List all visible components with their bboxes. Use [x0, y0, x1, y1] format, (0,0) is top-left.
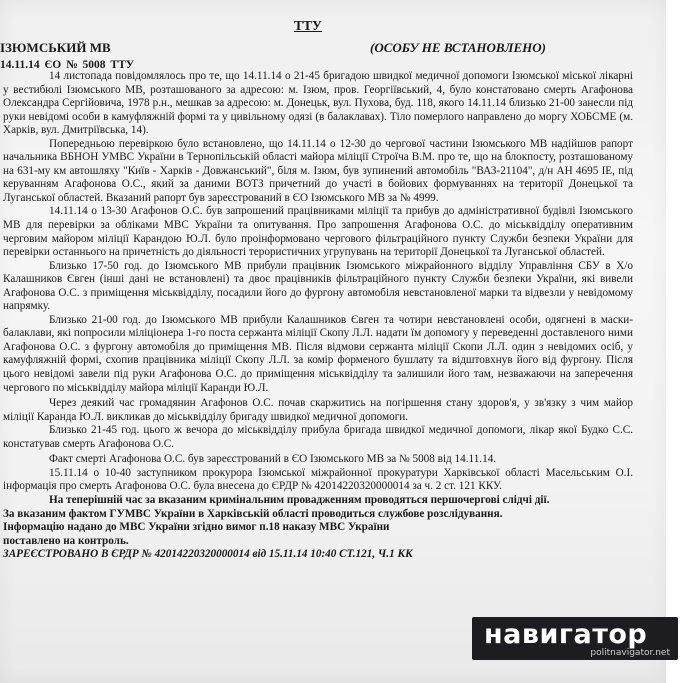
registration-stamp: ЗАРЕЄСТРОВАНО В ЄРДР № 42014220320000014 від 15.11.14 10:40 СТ.121, Ч.1 КК [3, 548, 413, 561]
watermark-logo [472, 617, 678, 660]
paragraph-3: 14.11.14 о 13-30 Агафонов О.С. був запрошений працівниками міліції та прибув до адміністративної будівлі Ізюмського МВ для перевірки за обліками МВС України та опитування. Про запрошення Агафонова О.С. до міськвідділу оперативним черговим майором міліції Карандою Ю.Л. було проінформовано чергового фільтраційного пункту Служби безпеки України для перевірки останнього на причетність до діяльності терористичних угрупувань на території Донецької та Луганської областей. [3, 205, 633, 259]
paragraph-6: Через деякий час громадянин Агафонов О.С. почав скаржитись на погіршення стану здоров'я, у зв'язку з чим майор міліції Каранда Ю.Л. викликав до міськвідділу бригаду швидкої медичної допомоги. [3, 397, 633, 423]
header-note: (ОСОБУ НЕ ВСТАНОВЛЕНО) [370, 40, 546, 55]
paragraph-5: Близько 21-00 год. до Ізюмського МВ прибули Калашников Євген та чотири невстановлені особи, одягнені в маски-балаклави, які попросили міліціонера 1-го поста сержанта міліції Скопу Л.Л. надати їм допомогу у переведенні доставленого ними Агафонова О.С. з фургону автомобіля до приміщення МВ. Після відмови сержанта міліції Скопи Л.Л. один з невідомих осіб, у камуфляжній формі, схопив працівника міліції Скопу Л.Л. за комір форменого бушлату та відштовхнув його від фургону. Після цього невідомі завели під руки Агафонова О.С. до приміщення міськвідділу та залишили його там, незважаючи на заперечення чергового по міськвідділу майора міліції Каранди Ю.Л. [3, 313, 633, 394]
paragraph-2: Попередньою перевіркою було встановлено, що 14.11.14 о 12-30 до чергової частини Ізюмського МВ надійшов рапорт начальника ВБНОН УМВС України в Тернопільській області майора міліції Строїча В.М. про те, що на блокпосту, розташованому на 631-му км автошляху "Київ - Харків - Довжанський", біля м. Ізюм, був зупинений автомобіль "ВАЗ-21104", д/н АН 4695 ІЕ, під керуванням Агафонова О.С., який за даними ВОТЗ причетний до участі в бойових формуваннях на території Донецької та Луганської областей. Вказаний рапорт був зареєстрований в ЄО Ізюмського МВ за № 4999. [3, 137, 633, 204]
paragraph-9: 15.11.14 о 10-40 заступником прокурора Ізюмської міжрайонної прокуратури Харківської області Масельським О.І. інформація про смерть Агафонова О.С. була внесена до ЄРДР № 42014220320000014 за ч. 2 ст. 121 ККУ. [3, 466, 633, 493]
paragraph-7: Близько 21-45 год. цього ж вечора до міськвідділу прибула бригада швидкої медичної допомоги, лікар якої Будко С.С. констатував смерть Агафонова О.С. [3, 424, 633, 450]
paragraph-12: Інформацію надано до МВС України згідно вимог п.18 наказу МВС України [3, 521, 390, 534]
paragraph-13: поставлено на контроль. [3, 534, 129, 547]
watermark-word: навигатор [484, 619, 648, 650]
paragraph-11: За вказаним фактом ГУМВС України в Харківській області проводиться службове розслідування. [3, 507, 503, 520]
department-name: ІЗЮМСЬКИЙ МВ [0, 40, 111, 55]
document-body [3, 70, 633, 562]
paragraph-4: Близько 17-50 год. до Ізюмського МВ прибули працівник Ізюмського міжрайонного відділу Управління СБУ в Х/о Калашников Євген (інші дані не встановлені) та двоє працівників фільтраційного пункту Служби безпеки України, які вивели Агафонова О.С. з приміщення міськвідділу, посадили його до фургону автомобіля невстановленої марки та відвезли у невідомому напрямку. [3, 259, 633, 313]
page-edge [666, 0, 680, 683]
watermark-url: politnavigator.net [590, 648, 670, 658]
paragraph-8: Факт смерті Агафонова О.С. був зареєстрований в ЄО Ізюмського МВ за № 5008 від 14.11.14. [49, 453, 497, 466]
registration-line: 14.11.14 ЄО № 5008 ТТУ [0, 59, 135, 71]
paragraph-10: На теперішній час за вказаним кримінальним провадженням проводяться першочергові слідчі дії. [49, 493, 550, 506]
document-title: ТТУ [294, 18, 322, 33]
paragraph-1: 14 листопада повідомлялось про те, що 14.11.14 о 21-45 бригадою швидкої медичної допомоги Ізюмської міської лікарні у вестибюлі Ізюмського МВ, розташованого за адресою: м. Ізюм, пров. Георгіївський, 4, було констатовано смерть Агафонова Олександра Сергійовича, 1978 р.н., мешкав за адресою: м. Донецьк, вул. Пухова, буд. 118, якого 14.11.14 близько 21-00 занесли під руки невідомі особи в камуфляжній формі та у цивільному одязі (в балаклавах). Тіло померлого направлено до моргу ХОБСМЕ (м. Харків, вул. Дмитріївська, 14). [3, 70, 633, 137]
